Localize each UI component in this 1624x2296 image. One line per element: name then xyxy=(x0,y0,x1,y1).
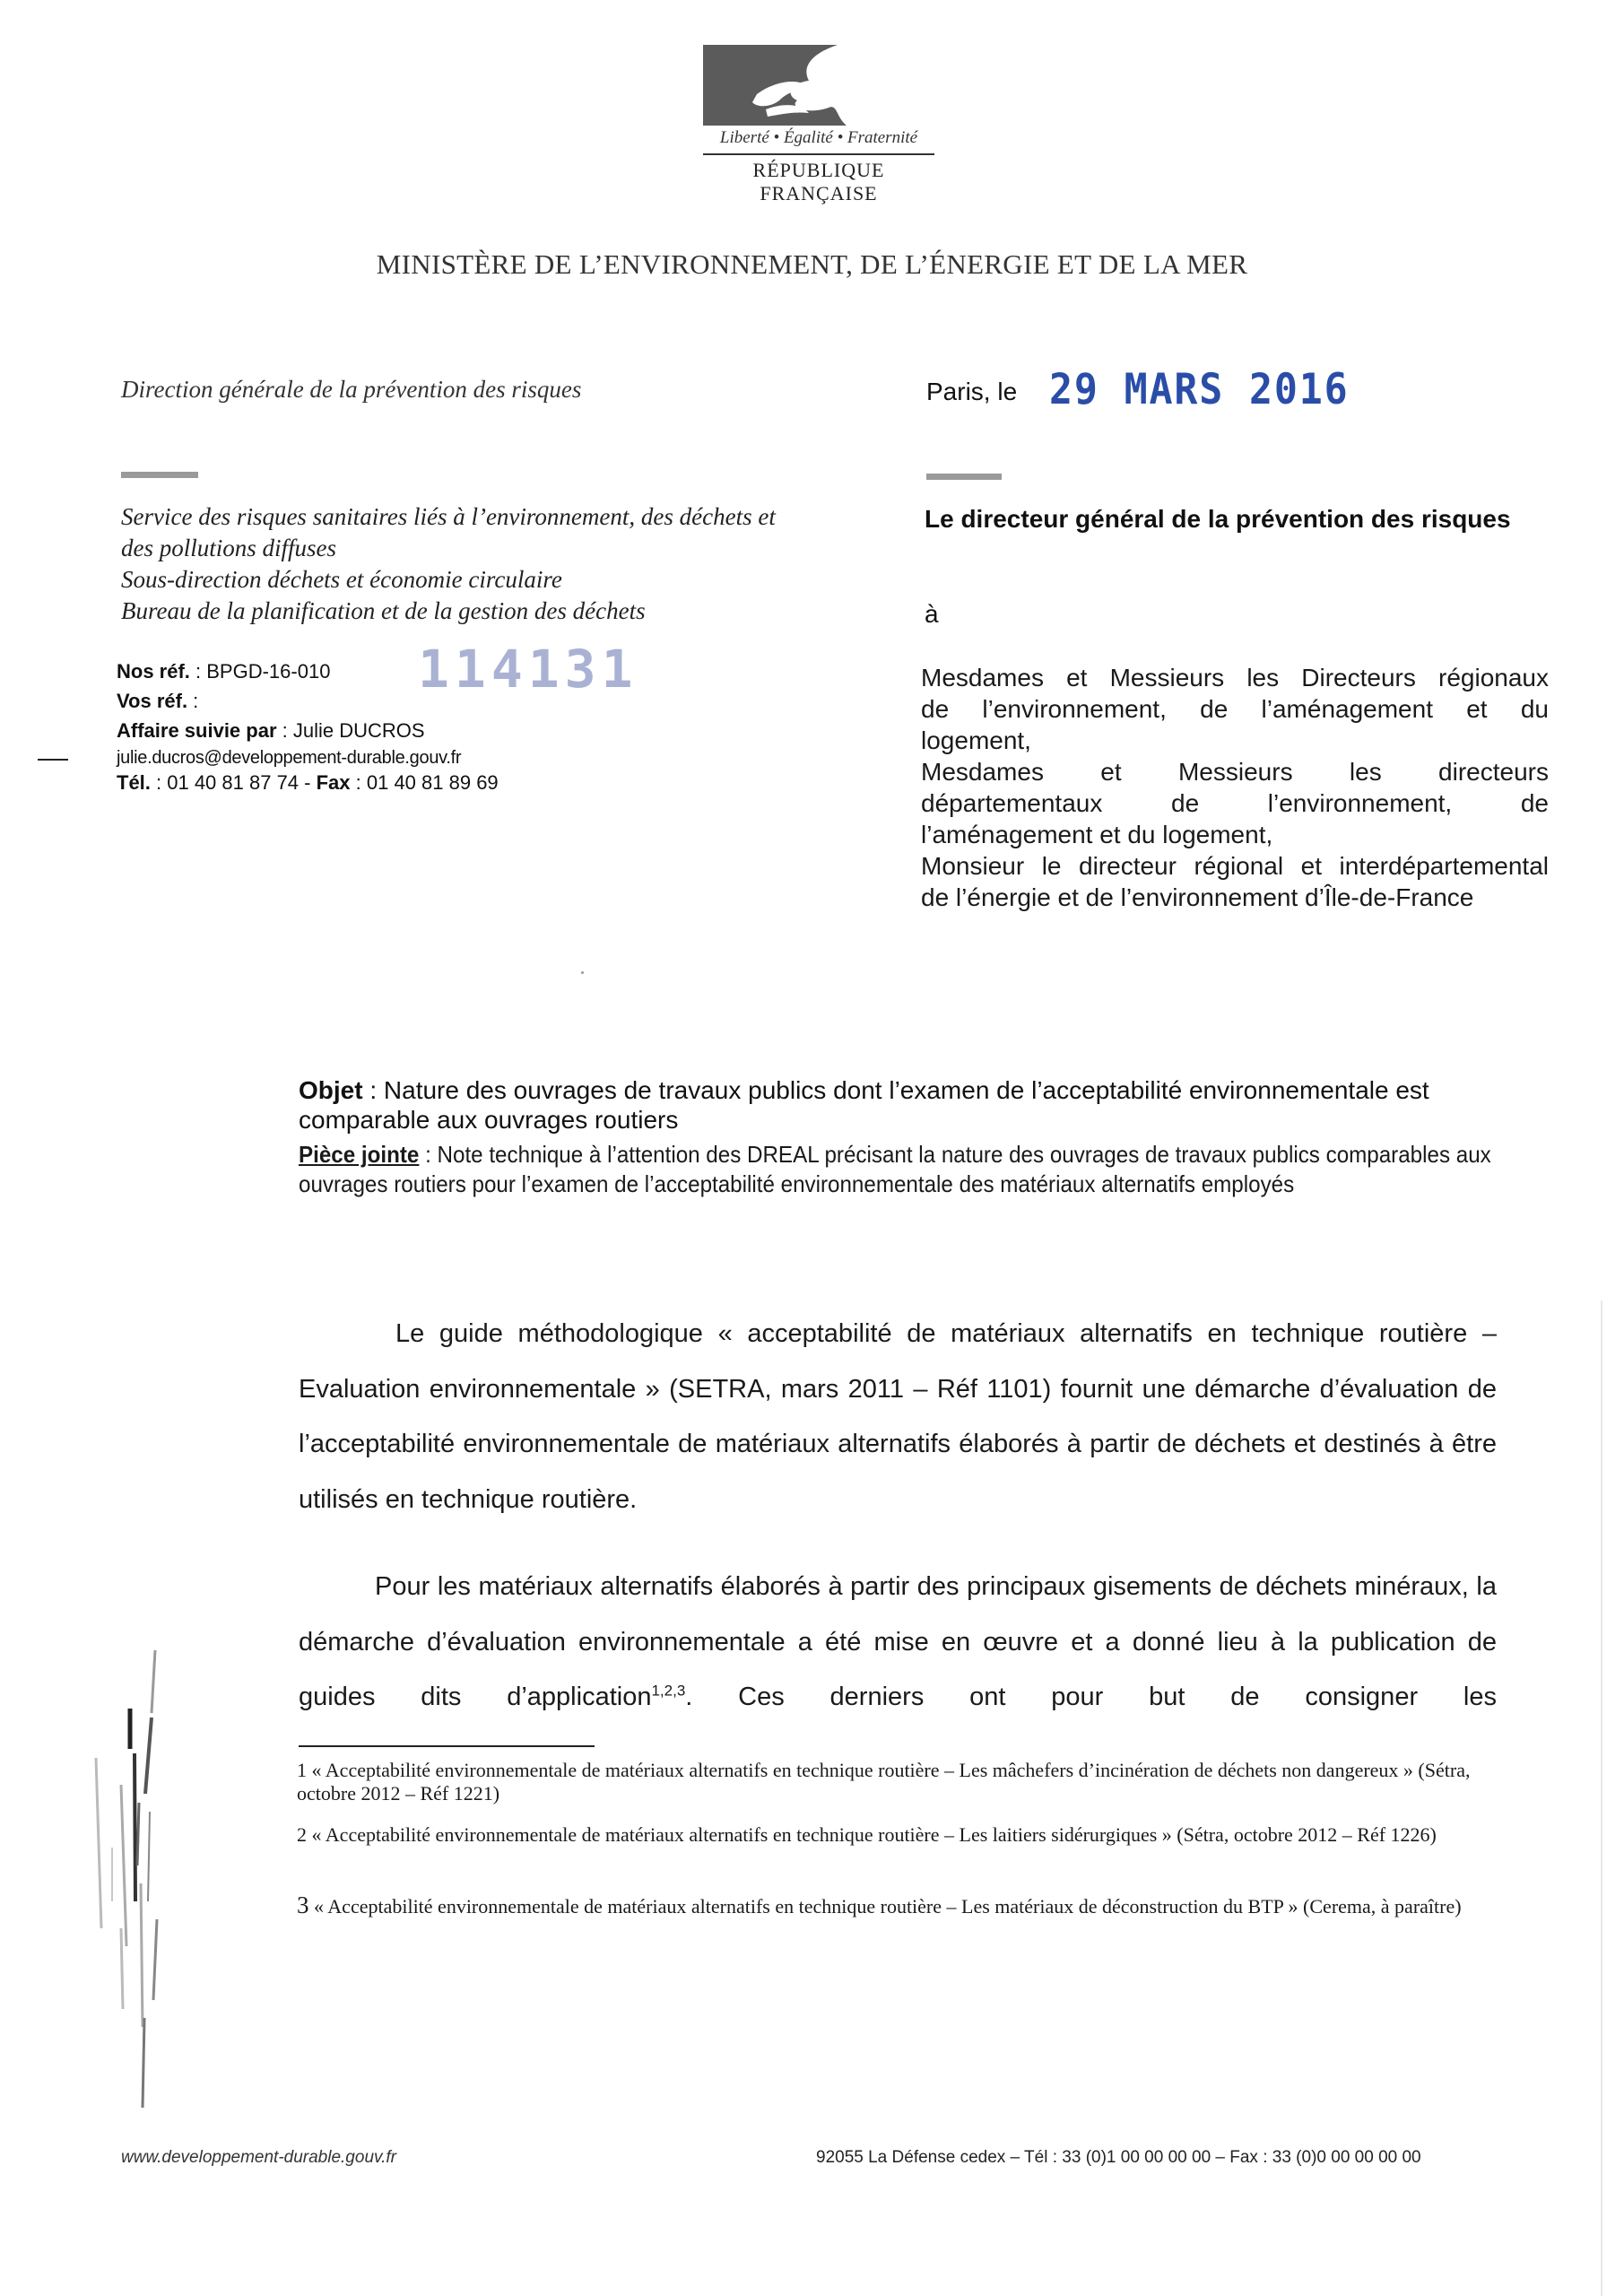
affaire-row xyxy=(117,716,499,745)
date-prefix: Paris, le xyxy=(926,378,1018,405)
scan-edge xyxy=(1601,1300,1602,2296)
republique-logo xyxy=(703,45,934,204)
tel-label: Tél. xyxy=(117,771,151,794)
affaire-value: : Julie DUCROS xyxy=(276,719,425,742)
decorative-lines xyxy=(85,1632,166,2117)
paragraph-text: . Ces derniers ont pour but de consigner les xyxy=(685,1683,1497,1711)
nos-ref-row xyxy=(117,657,499,686)
service-block xyxy=(121,501,901,627)
recipient-line: de l’énergie et de l’environnement d’Île-de-France xyxy=(921,883,1474,911)
attachment-text: : Note technique à l’attention des DREAL précisant la nature des ouvrages de travaux publics comparables aux ouvrages routiers pour l’examen de l’acceptabilité environnementale des matériaux alternatifs employés xyxy=(299,1141,1491,1197)
vos-ref-row xyxy=(117,686,499,716)
recipient-line: l’aménagement et du logement, xyxy=(921,821,1273,848)
republique-motto: Liberté • Égalité • Fraternité xyxy=(719,128,918,147)
date-stamp: 29 MARS 2016 xyxy=(1049,365,1350,414)
affaire-label: Affaire suivie par xyxy=(117,719,277,742)
footnote-2 xyxy=(297,1823,1498,1847)
fold-mark xyxy=(38,759,68,761)
recipient-line: Mesdames et Messieurs les Directeurs régionaux xyxy=(921,664,1549,691)
recipient-line: Mesdames et Messieurs les directeurs xyxy=(921,758,1549,786)
republique-francaise-label: RÉPUBLIQUE FRANÇAISE xyxy=(752,159,885,204)
nos-ref-label: Nos réf. xyxy=(117,660,190,683)
paragraph-text: Pour les matériaux alternatifs élaborés à partir des principaux gisements de déchets minéraux, la démarche d’évaluation environnementale a été mise en œuvre et a donné lieu à la publication de guides dits d’application xyxy=(299,1572,1497,1711)
phone-fax-row xyxy=(117,770,499,796)
footnote-text: « Acceptabilité environnementale de matériaux alternatifs en technique routière – Les matériaux de déconstruction du BTP » (Cerema, à paraître) xyxy=(308,1895,1462,1918)
subject-block xyxy=(299,1075,1500,1135)
motto-divider xyxy=(703,153,934,155)
addressee-preposition: à xyxy=(925,600,939,628)
service-line: Bureau de la planification et de la gestion des déchets xyxy=(121,597,646,624)
recipient-line: de l’environnement, de l’aménagement et du xyxy=(921,695,1549,723)
recipients-block xyxy=(921,662,1549,913)
footnote-1 xyxy=(297,1759,1498,1805)
recipient-line: logement, xyxy=(921,726,1031,754)
attachment-label: Pièce jointe xyxy=(299,1141,420,1168)
vos-ref-value: : xyxy=(187,690,199,712)
footer-website: www.developpement-durable.gouv.fr xyxy=(121,2148,396,2167)
footnote-number: 3 xyxy=(297,1892,309,1918)
nos-ref-value: : BPGD-16-010 xyxy=(189,660,331,683)
footnote-text: « Acceptabilité environnementale de matériaux alternatifs en technique routière – Les laitiers sidérurgiques » (Sétra, octobre 2012 – Réf 1226) xyxy=(307,1823,1437,1846)
subject-label: Objet xyxy=(299,1076,363,1104)
scan-speck xyxy=(581,971,584,974)
direction-name: Direction générale de la prévention des risques xyxy=(121,376,582,403)
attachment-block xyxy=(299,1140,1500,1199)
footnote-text: « Acceptabilité environnementale de matériaux alternatifs en technique routière – Les mâchefers d’incinération de déchets non dangereux » (Sétra, octobre 2012 – Réf 1221) xyxy=(297,1759,1471,1805)
recipient-line: départementaux de l’environnement, de xyxy=(921,789,1549,817)
right-divider xyxy=(926,474,1002,480)
body-paragraph-2 xyxy=(299,1560,1497,1726)
tel-value: : 01 40 81 87 74 - xyxy=(150,771,317,794)
footnote-3 xyxy=(297,1893,1498,1918)
marianne-logo xyxy=(703,45,933,126)
service-line: Service des risques sanitaires liés à l’environnement, des déchets et xyxy=(121,503,776,530)
contact-email: julie.ducros@developpement-durable.gouv.fr xyxy=(117,748,462,768)
footer-address: 92055 La Défense cedex – Tél : 33 (0)1 00 00 00 00 – Fax : 33 (0)0 00 00 00 00 xyxy=(816,2148,1421,2167)
reference-stamp: 114131 xyxy=(418,639,638,700)
body-paragraph-1: Le guide méthodologique « acceptabilité de matériaux alternatifs en technique routière – Evaluation environnementale » (SETRA, mars 2011 – Réf 1101) fournit une démarche d’évaluation de l’acceptabilité environnementale de matériaux alternatifs élaborés à partir de déchets et destinés à être utilisés en technique routière. xyxy=(299,1319,1497,1514)
fax-value: : 01 40 81 89 69 xyxy=(350,771,499,794)
service-line: Sous-direction déchets et économie circulaire xyxy=(121,566,562,593)
footnote-separator xyxy=(299,1745,595,1747)
sender-title: Le directeur général de la prévention des risques xyxy=(925,505,1511,533)
footnote-number: 1 xyxy=(297,1759,307,1781)
fax-label: Fax xyxy=(316,771,351,794)
footnote-number: 2 xyxy=(297,1823,307,1846)
recipient-line: Monsieur le directeur régional et interdépartemental xyxy=(921,852,1549,880)
left-divider xyxy=(121,472,198,478)
ministry-title: MINISTÈRE DE L’ENVIRONNEMENT, DE L’ÉNERGIE ET DE LA MER xyxy=(376,248,1248,280)
subject-text: : Nature des ouvrages de travaux publics dont l’examen de l’acceptabilité environnementale est comparable aux ouvrages routiers xyxy=(299,1076,1429,1134)
references-block xyxy=(117,657,499,796)
footnote-reference: 1,2,3 xyxy=(651,1682,686,1700)
vos-ref-label: Vos réf. xyxy=(117,690,188,712)
service-line: des pollutions diffuses xyxy=(121,535,337,561)
